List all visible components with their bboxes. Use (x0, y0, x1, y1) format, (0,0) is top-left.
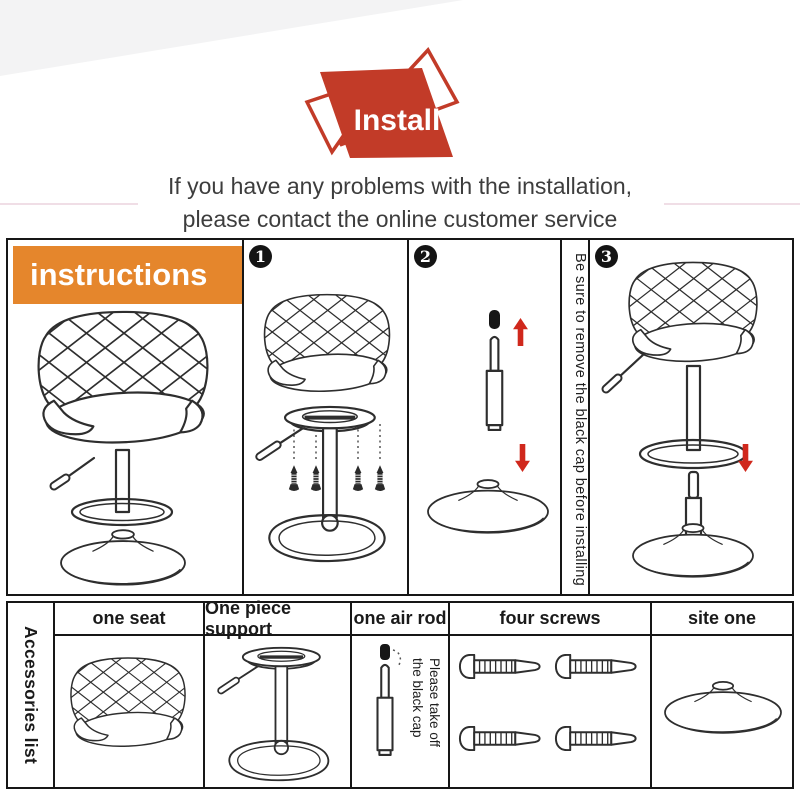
seat-drawing (14, 306, 236, 454)
header-note (40, 170, 760, 236)
gas-rod-drawing (487, 337, 503, 430)
support-drawing (211, 640, 345, 783)
screw-drawing (375, 465, 385, 491)
cell-site-one (650, 636, 792, 787)
screw-drawing (353, 465, 363, 491)
screw-drawing (311, 465, 321, 491)
panel-overview (8, 240, 244, 594)
assembled-stool-drawing (14, 306, 236, 592)
air-rod-note-line1: Please take off (427, 658, 442, 748)
seat-drawing (590, 258, 792, 370)
note-line1: If you have any problems with the installation, (167, 173, 633, 199)
gas-rod-drawing (360, 642, 412, 782)
step-3-badge: 3 (595, 245, 618, 268)
seat-drawing (61, 654, 195, 754)
support-drawing (260, 407, 385, 561)
base-drawing (633, 524, 753, 577)
screw-drawing (556, 655, 636, 678)
air-rod-note (409, 658, 443, 747)
panel-step-1 (244, 240, 409, 594)
column-header-one-air-rod: one air rod (350, 603, 448, 636)
base-drawing (61, 530, 185, 584)
black-cap-drawing (489, 310, 500, 329)
dashed-arrow-icon (393, 650, 400, 665)
instructions-table (6, 238, 794, 596)
cell-one-air-rod (350, 636, 448, 787)
screw-drawing (556, 727, 636, 750)
screw-drawing (460, 655, 540, 678)
arrow-up-icon (513, 318, 528, 346)
step-3-drawing (590, 258, 792, 580)
screw-drawing (289, 465, 299, 491)
base-drawing (660, 678, 786, 736)
arrow-down-icon (515, 444, 530, 472)
step-1-drawing (244, 290, 406, 586)
note-line2: please contact the online customer service (182, 206, 618, 232)
black-cap-drawing (380, 644, 390, 660)
step-2-badge: 2 (414, 245, 437, 268)
panel-step-3 (590, 240, 792, 594)
seat-drawing (244, 290, 406, 400)
column-header-site-one: site one (650, 603, 792, 636)
accessories-table (6, 597, 794, 789)
install-logo (285, 42, 535, 168)
base-drawing (428, 480, 548, 533)
side-note: Be sure to remove the black cap before installing (562, 240, 590, 594)
screws-drawing (452, 638, 648, 786)
install-label: Install (353, 104, 441, 137)
accessories-title: Accessories list (8, 603, 55, 787)
column-header-one-seat: one seat (55, 603, 203, 636)
instructions-banner: instructions (13, 246, 242, 304)
step-2-drawing (409, 298, 559, 548)
column-header-one-piece-support: One piece support (203, 603, 350, 636)
step-1-badge: 1 (249, 245, 272, 268)
panel-step-2 (409, 240, 562, 594)
cell-one-seat (55, 636, 203, 787)
cell-one-piece-support (203, 636, 350, 787)
column-header-four-screws: four screws (448, 603, 650, 636)
screw-drawing (460, 727, 540, 750)
cell-four-screws (448, 636, 650, 787)
air-rod-note-line2: the black cap (410, 658, 425, 738)
